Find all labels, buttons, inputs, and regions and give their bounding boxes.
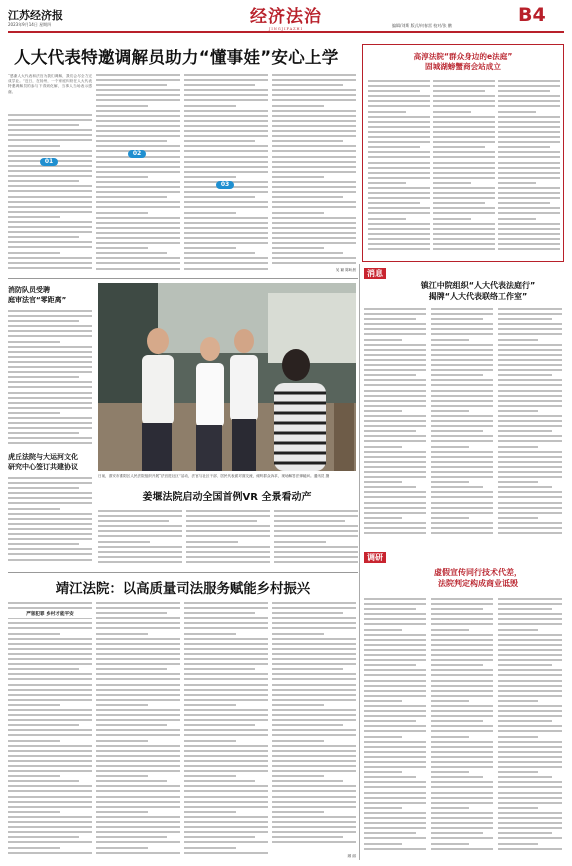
right-story-col3 [498, 598, 562, 858]
right-story-col2 [431, 598, 493, 858]
research-tag: 调研 [364, 552, 386, 563]
vr-story-col2 [186, 510, 270, 568]
lead-col3-text [184, 74, 268, 274]
box-story-title-2: 固城湖螃蟹商会站成立 [425, 62, 501, 71]
section-subtitle: JINGJIFAZHI [269, 27, 303, 31]
left-story1-text [8, 310, 92, 450]
lead-headline: 人大代表特邀调解员助力“懂事娃”安心上学 [14, 48, 339, 67]
left-story1-title-1: 消防队员受聘 [8, 286, 50, 294]
section-title: 经济法治 [250, 7, 322, 27]
column-divider [359, 264, 360, 860]
bottom-story-col2 [96, 602, 180, 860]
zhenjiang-col1 [364, 308, 426, 542]
bottom-story-col1 [8, 602, 92, 860]
photo-illustration [98, 283, 356, 471]
news-tag: 消息 [364, 268, 386, 279]
bottom-story-col3 [184, 602, 268, 860]
bottom-story-headline: 靖江法院：以高质量司法服务赋能乡村振兴 [55, 582, 311, 597]
box-story-col2 [433, 80, 495, 258]
lead-col2-text [96, 74, 180, 274]
zhenjiang-col2 [431, 308, 493, 542]
divider [8, 572, 358, 573]
vr-story-title: 姜堰法院启动全国首例VR 全景看动产 [142, 492, 312, 503]
section-badge-03: 03 [216, 181, 234, 189]
section-badge-02: 02 [128, 150, 146, 158]
right-story-col1 [364, 598, 426, 858]
zhenjiang-col3 [498, 308, 562, 542]
right-story-title-2: 法院判定构成商业诋毁 [438, 579, 518, 588]
lead-col1-text [8, 114, 92, 274]
lead-col4-text [272, 74, 356, 270]
left-story2-text [8, 477, 92, 569]
page-number: B4 [518, 4, 546, 26]
section-logo [236, 2, 336, 31]
right-story-title-1: 虚假宣传同行技术代差， [434, 568, 522, 577]
vr-story-col3 [274, 510, 358, 568]
bottom-story-subheading: 严惩犯罪 乡村才能平安 [8, 612, 92, 618]
bottom-story-author: 顾 丽 [347, 854, 356, 858]
paper-name: 江苏经济报 [8, 9, 63, 22]
left-story1-title-2: 庭审法官“零距离” [8, 296, 67, 304]
news-photo [98, 283, 356, 471]
divider [8, 278, 358, 279]
left-story2-title-1: 虎丘法院与大运河文化 [8, 453, 78, 461]
editor-line: 编辑/刘斯 版式/何春雷 校对/张 鹏 [392, 23, 452, 28]
box-story-title-1: 高淳法院“群众身边的e法庭” [413, 52, 513, 61]
zhenjiang-title-1: 镇江中院组织“人大代表法庭行” [420, 281, 536, 290]
vr-story-col1 [98, 510, 182, 568]
zhenjiang-title-2: 揭牌“人大代表联络工作室” [428, 292, 528, 301]
lead-author: 吴 颖 陈昕晨 [335, 268, 356, 272]
bottom-story-col4 [272, 602, 356, 852]
section-badge-01: 01 [40, 158, 58, 166]
left-story2-title-2: 研究中心签订共建协议 [8, 463, 78, 471]
lead-intro: “感谢人大代表和法官为我们调解，我们会尽全力完成学业。”近日，在扬州，一个家庭纠纷在人大代表特邀调解员的参与下得到化解，当事人当场表示感谢。 [8, 74, 92, 94]
masthead [0, 0, 572, 34]
masthead-rule [8, 31, 564, 33]
photo-caption: 日前，淮安市淮阴区人民法院组织开展“法官进社区”活动，法官与社区干部、居民代表面对面交流，倾听群众诉求，现场解答法律疑问。通讯员 摄 [98, 474, 330, 478]
box-story-col1 [368, 80, 430, 258]
box-story-col3 [498, 80, 560, 258]
date-line: 2023年9月14日 星期四 [8, 22, 52, 27]
